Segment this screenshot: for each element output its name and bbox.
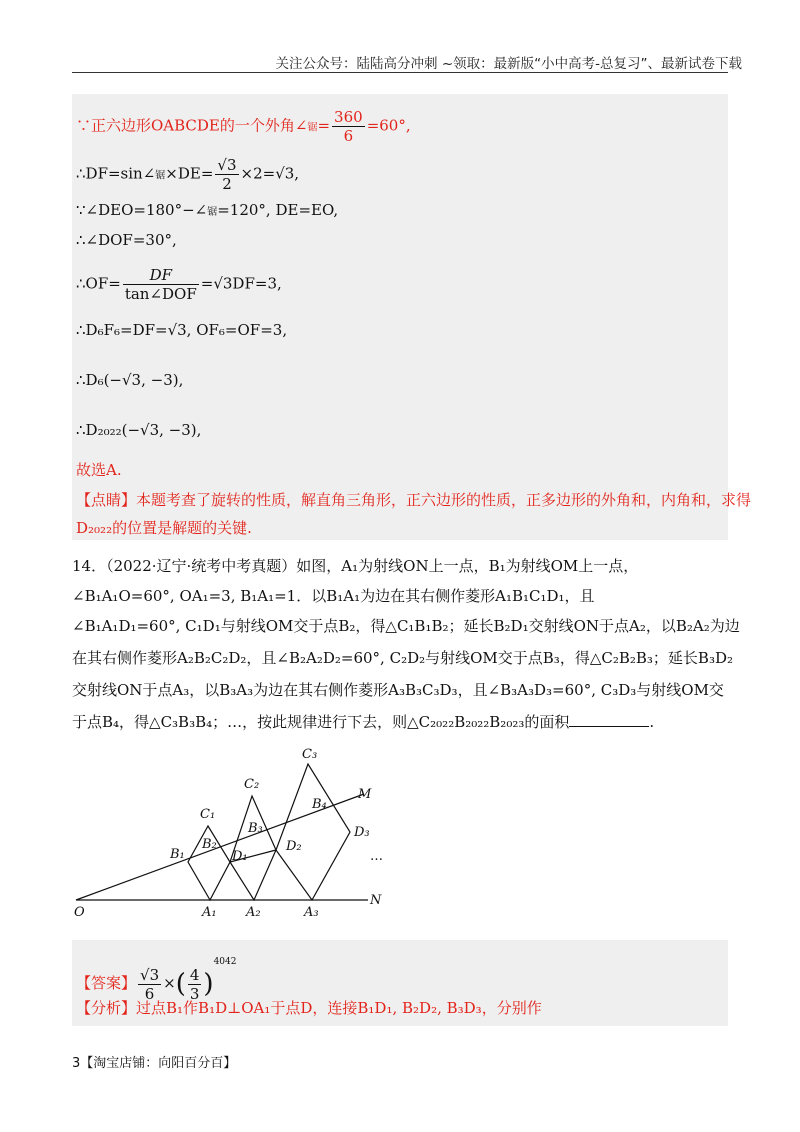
label-A2: A₂	[246, 905, 261, 920]
solution-line-6: ∴D₆F₆=DF=√3, OF₆=OF=3,	[76, 321, 288, 339]
fraction: $\frac{4}{3}$	[189, 965, 200, 1003]
solution-line-9: 故选A.	[76, 461, 122, 479]
fraction: $\frac{360}{6}$	[334, 108, 363, 145]
answer-blank	[569, 712, 649, 727]
solution-line-3: ∵∠DEO=180°−∠锯=120°, DE=EO,	[76, 201, 339, 219]
label-C1: C₁	[200, 807, 216, 822]
label-D2: D₂	[286, 839, 302, 854]
header-rule	[72, 72, 728, 73]
label-D1: D₁	[232, 849, 248, 864]
answer-line: 【答案】 $\frac{√3}{6}$ ×( $\frac{4}{3}$ )$^{4042}$	[76, 957, 237, 1003]
fraction: $\frac{√3}{2}$	[217, 156, 237, 193]
answer-block	[72, 940, 728, 1026]
label-C3: C₃	[302, 747, 318, 762]
problem-line-2: ∠B₁A₁O=60°, OA₁=3, B₁A₁=1．以B₁A₁为边在其右侧作菱形A₁B₁C₁D₁，且	[72, 587, 595, 605]
label-C2: C₂	[244, 777, 260, 792]
page-header: 关注公众号：陆陆高分冲刺 ~领取：最新版“小中高考-总复习”、最新试卷下载	[275, 56, 742, 72]
geometry-figure	[72, 746, 412, 926]
fraction: $\frac{√3}{6}$	[140, 965, 160, 1003]
solution-line-2: ∴DF=sin∠锯×DE= $\frac{√3}{2}$ ×2=√3,	[76, 156, 300, 193]
label-B2: B₂	[202, 837, 217, 852]
rhombus-2	[230, 796, 276, 900]
solution-line-8: ∴D₂₀₂₂(−√3, −3),	[76, 421, 202, 439]
solution-line-5: ∴OF= $\frac{DF}{\text{tan∠DOF}}$ =√3DF=3,	[76, 266, 282, 303]
rhombus-3	[276, 764, 350, 900]
label-dots: …	[370, 849, 383, 864]
problem-line-5: 交射线ON于点A₃，以B₃A₃为边在其右侧作菱形A₃B₃C₃D₃，且∠B₃A₃D₃=60°, C₃D₃与射线OM交	[72, 681, 724, 699]
label-N: N	[370, 893, 382, 908]
label-D3: D₃	[354, 825, 370, 840]
solution-line-7: ∴D₆(−√3, −3),	[76, 371, 184, 389]
solution-line-1: ∵正六边形OABCDE的一个外角∠锯= $\frac{360}{6}$ =60°,	[76, 108, 411, 145]
label-B3: B₃	[248, 821, 263, 836]
comment-line-2: D₂₀₂₂的位置是解题的关键.	[76, 519, 252, 537]
solution-line-4: ∴∠DOF=30°,	[76, 231, 177, 249]
problem-line-4: 在其右侧作菱形A₂B₂C₂D₂，且∠B₂A₂D₂=60°, C₂D₂与射线OM交于点B₃，得△C₂B₂B₃；延长B₃D₂	[72, 649, 733, 667]
page-footer: 3【淘宝店铺：向阳百分百】	[72, 1056, 237, 1071]
label-B1: B₁	[170, 847, 185, 862]
label-B4: B₄	[312, 797, 327, 812]
problem-line-6: 于点B₄，得△C₃B₃B₄；…，按此规律进行下去，则△C₂₀₂₂B₂₀₂₂B₂₀₂₃的面积 .	[72, 713, 655, 731]
label-M: M	[358, 787, 372, 802]
label-O: O	[74, 905, 85, 920]
analysis-line: 【分析】过点B₁作B₁D⊥OA₁于点D，连接B₁D₁, B₂D₂, B₃D₃，分别作	[76, 999, 542, 1017]
problem-line-3: ∠B₁A₁D₁=60°, C₁D₁与射线OM交于点B₂，得△C₁B₁B₂；延长B₂D₁交射线ON于点A₂，以B₂A₂为边	[72, 617, 740, 635]
comment-line-1: 【点睛】本题考查了旋转的性质，解直角三角形，正六边形的性质，正多边形的外角和，内角和，求得	[76, 491, 752, 509]
label-A3: A₃	[304, 905, 319, 920]
problem-line-1: 14．（2022·辽宁·统考中考真题）如图，A₁为射线ON上一点，B₁为射线OM上一点，	[72, 557, 639, 575]
solution-block	[72, 94, 752, 540]
fraction: $\frac{DF}{\text{tan∠DOF}}$	[124, 266, 197, 303]
label-A1: A₁	[202, 905, 217, 920]
